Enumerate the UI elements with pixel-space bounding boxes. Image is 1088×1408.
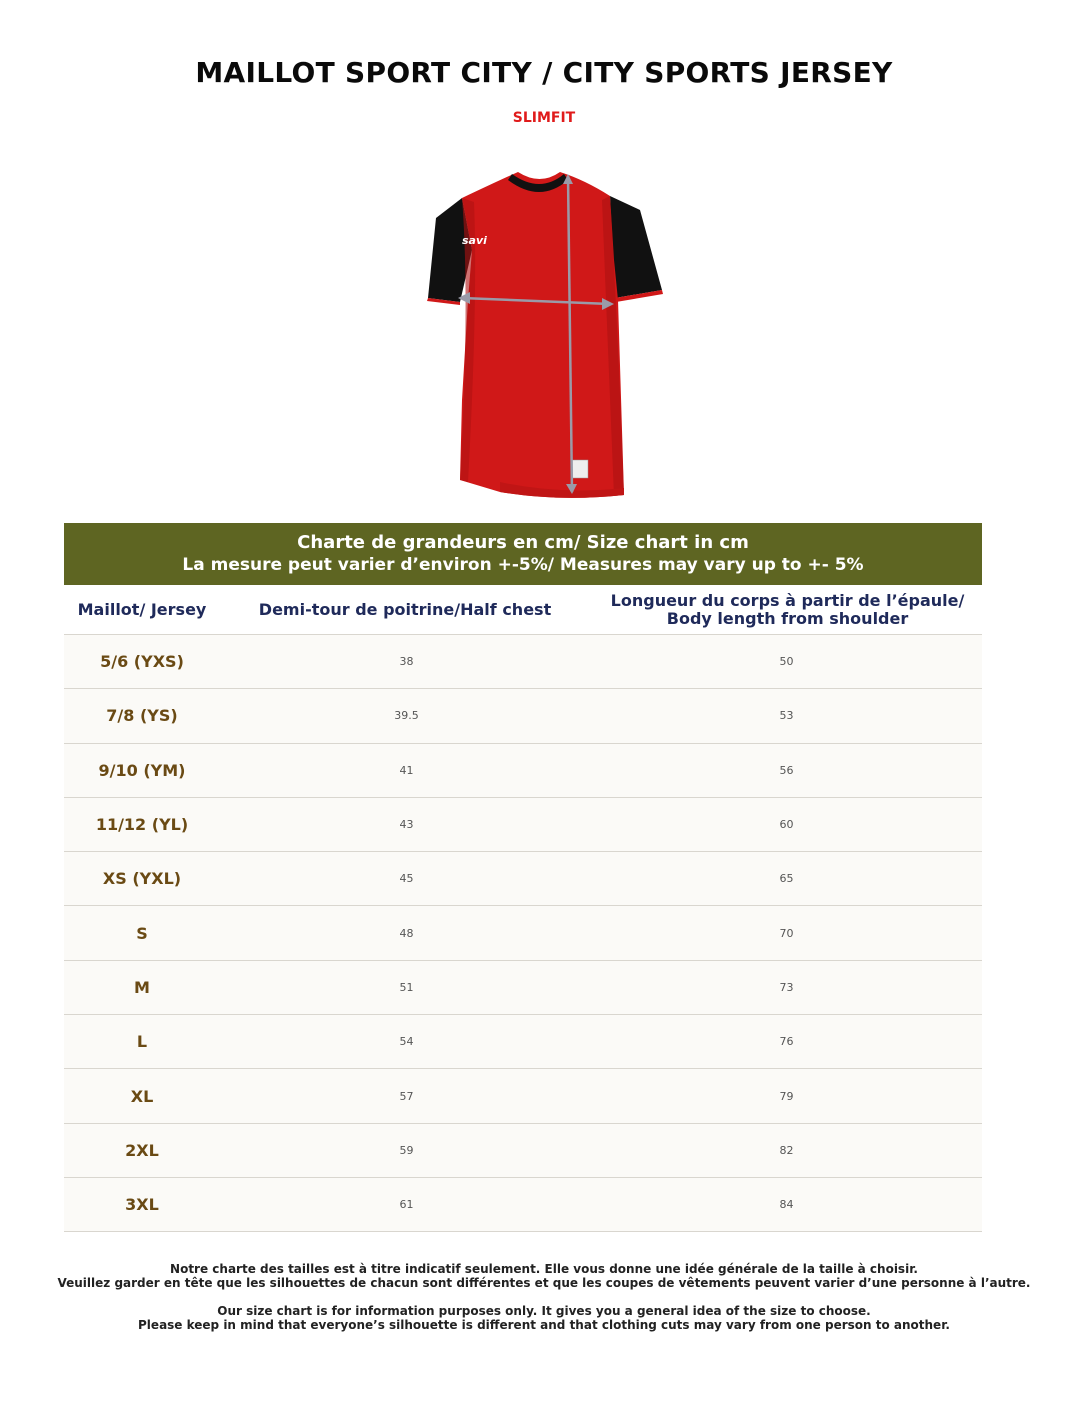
table-row [64, 1014, 982, 1068]
chest-cell: 41 [399, 763, 414, 777]
size-cell: S [136, 923, 148, 943]
size-table [64, 634, 982, 1232]
size-cell: 2XL [125, 1140, 159, 1160]
size-cell: M [134, 977, 150, 997]
size-cell: 9/10 (YM) [98, 760, 186, 780]
length-cell: 56 [779, 763, 794, 777]
chest-cell: 61 [399, 1198, 414, 1212]
length-cell: 60 [779, 818, 794, 832]
table-row [64, 688, 982, 742]
chest-cell: 59 [399, 1143, 414, 1157]
disclaimer-notes [0, 1262, 1088, 1332]
jersey-illustration [400, 150, 690, 510]
size-cell: 7/8 (YS) [106, 706, 178, 726]
length-cell: 84 [779, 1198, 794, 1212]
chest-cell: 45 [399, 872, 414, 886]
header-line-2: La mesure peut varier d’environ +-5%/ Measures may vary up to +- 5% [182, 555, 864, 575]
table-row [64, 1177, 982, 1232]
size-cell: XS (YXL) [102, 869, 182, 889]
column-header-jersey: Maillot/ Jersey [77, 600, 207, 619]
length-cell: 82 [779, 1143, 794, 1157]
size-cell: 3XL [125, 1195, 159, 1215]
table-row [64, 851, 982, 905]
column-header-body-length: Longueur du corps à partir de l’épaule/ Body length from shoulder [610, 591, 965, 628]
size-cell: 11/12 (YL) [95, 815, 189, 835]
length-cell: 76 [779, 1035, 794, 1049]
table-row [64, 905, 982, 959]
chest-cell: 54 [399, 1035, 414, 1049]
chest-cell: 43 [399, 818, 414, 832]
length-cell: 50 [779, 655, 794, 669]
note-fr-2: Veuillez garder en tête que les silhouettes de chacun sont différentes et que les coupes de vêtements peuvent varier d’une personne à l’autre. [57, 1276, 1031, 1290]
jersey-svg [400, 150, 690, 510]
length-cell: 53 [779, 709, 794, 723]
size-cell: L [136, 1032, 148, 1052]
page-title: MAILLOT SPORT CITY / CITY SPORTS JERSEY [195, 56, 893, 89]
chest-cell: 39.5 [394, 709, 419, 723]
table-row [64, 960, 982, 1014]
header-line-1: Charte de grandeurs en cm/ Size chart in cm [297, 532, 749, 553]
chest-cell: 57 [399, 1089, 414, 1103]
note-en-2: Please keep in mind that everyone’s silhouette is different and that clothing cuts may vary from one person to another. [138, 1318, 950, 1332]
chest-cell: 51 [399, 980, 414, 994]
note-en-1: Our size chart is for information purposes only. It gives you a general idea of the size to choose. [217, 1304, 871, 1318]
table-row [64, 797, 982, 851]
table-row [64, 1123, 982, 1177]
size-cell: XL [130, 1086, 154, 1106]
table-row [64, 634, 982, 688]
note-fr-1: Notre charte des tailles est à titre indicatif seulement. Elle vous donne une idée générale de la taille à choisir. [170, 1262, 918, 1276]
size-cell: 5/6 (YXS) [100, 652, 184, 672]
column-header-half-chest: Demi-tour de poitrine/Half chest [258, 600, 552, 619]
chest-cell: 38 [399, 655, 414, 669]
length-cell: 65 [779, 872, 794, 886]
length-cell: 73 [779, 980, 794, 994]
table-row [64, 1068, 982, 1122]
fit-subtitle: SLIMFIT [512, 110, 576, 126]
table-row [64, 743, 982, 797]
length-cell: 79 [779, 1089, 794, 1103]
brand-logo: savi [462, 234, 487, 247]
size-chart-header [64, 523, 982, 585]
length-cell: 70 [779, 926, 794, 940]
chest-cell: 48 [399, 926, 414, 940]
